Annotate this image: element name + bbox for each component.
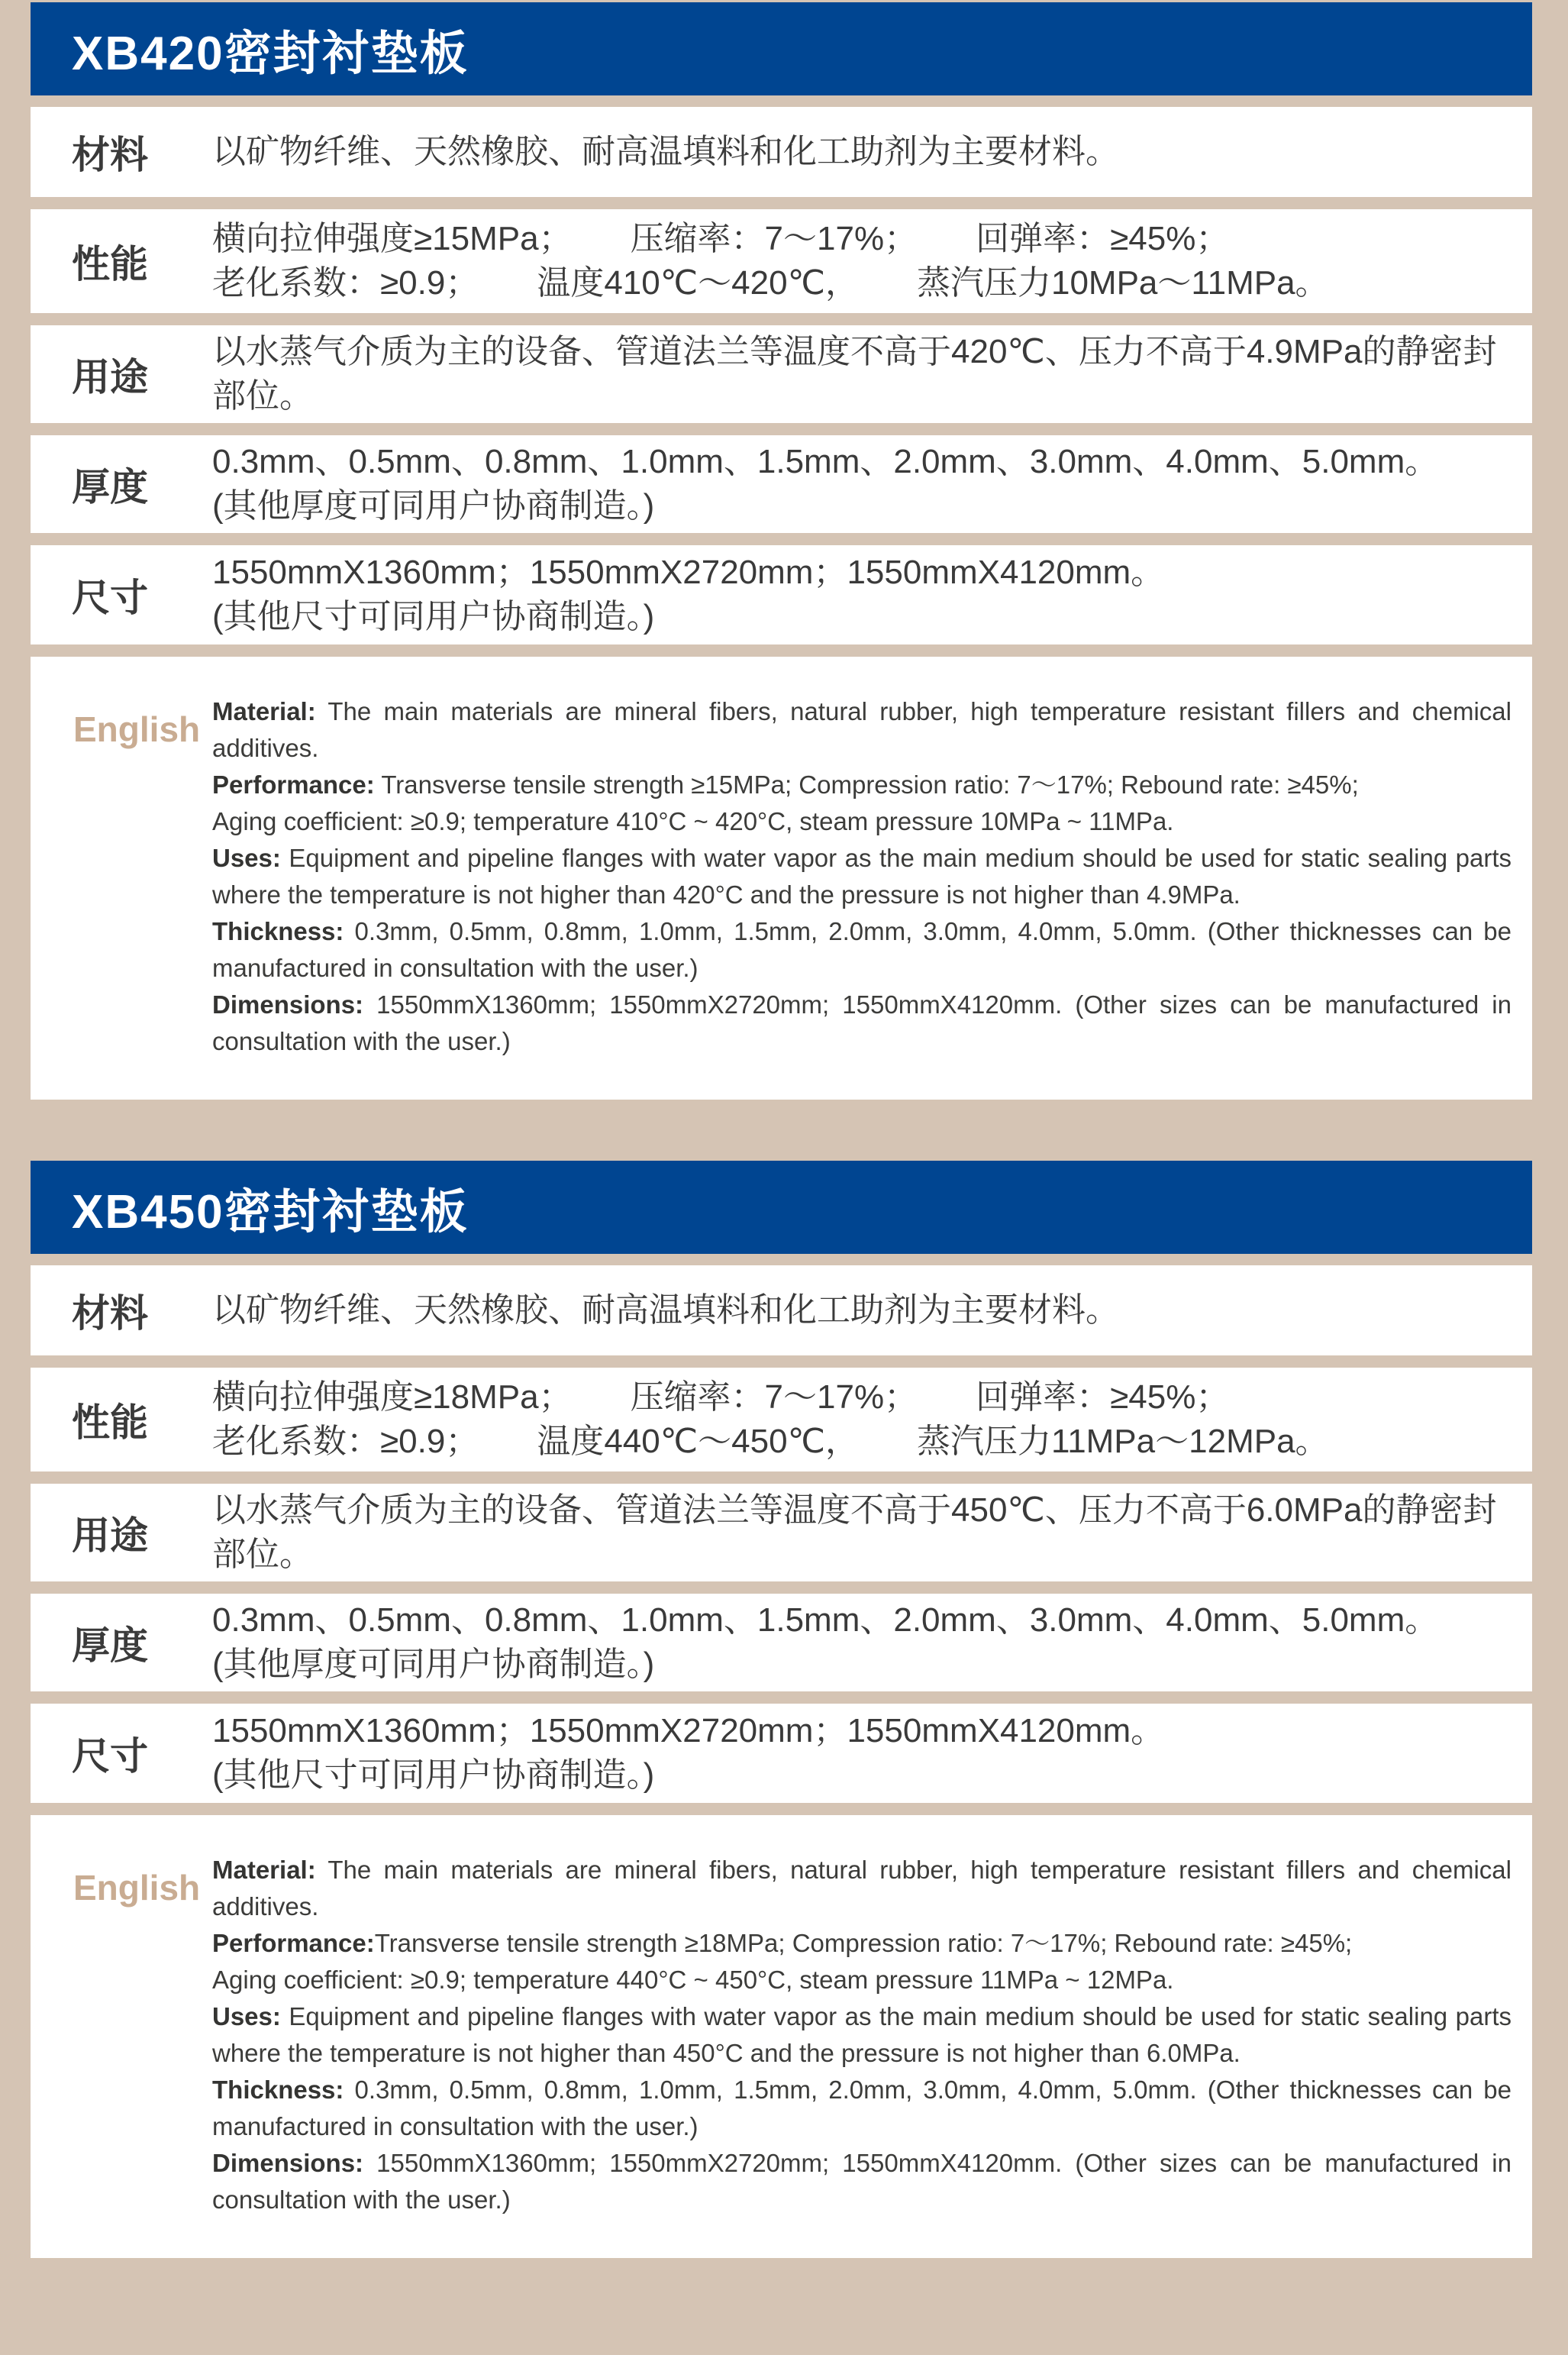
performance-value bbox=[212, 209, 1532, 313]
english-thickness: Thickness: 0.3mm, 0.5mm, 0.8mm, 1.0mm, 1.5mm, 2.0mm, 3.0mm, 4.0mm, 5.0mm. (Other thicknesses can be manufactured in consultation with the user.) bbox=[212, 917, 1512, 982]
perf-steam-pressure: 蒸汽压力10MPa～11MPa。 bbox=[916, 264, 1329, 302]
spec-row-thickness bbox=[31, 1594, 1532, 1691]
perf-aging: 老化系数：≥0.9； bbox=[212, 1423, 479, 1460]
section-title: XB450密封衬垫板 bbox=[72, 1185, 469, 1239]
section-title: XB420密封衬垫板 bbox=[72, 27, 469, 80]
perf-compression: 压缩率：7～17%； bbox=[630, 220, 918, 257]
english-thickness: Thickness: 0.3mm, 0.5mm, 0.8mm, 1.0mm, 1.5mm, 2.0mm, 3.0mm, 4.0mm, 5.0mm. (Other thicknesses can be manufactured in consultation with the user.) bbox=[212, 2076, 1512, 2140]
perf-rebound: 回弹率：≥45%； bbox=[976, 220, 1230, 257]
english-label: English bbox=[73, 709, 201, 749]
spec-row-material bbox=[31, 107, 1532, 197]
material-value bbox=[212, 107, 1532, 197]
dimensions-value bbox=[212, 1704, 1532, 1803]
dimensions-value bbox=[212, 545, 1532, 644]
english-material-term: Material: bbox=[212, 1856, 316, 1884]
thickness-list: 0.3mm、0.5mm、0.8mm、1.0mm、1.5mm、2.0mm、3.0mm、4.0mm、5.0mm。 bbox=[212, 443, 1439, 480]
spec-row-dimensions bbox=[31, 1704, 1532, 1803]
english-label: English bbox=[73, 1868, 201, 1908]
spec-row-thickness bbox=[31, 435, 1532, 533]
row-label-performance: 性能 bbox=[72, 1401, 148, 1444]
row-label-uses: 用途 bbox=[72, 1514, 148, 1557]
english-material: Material: The main materials are mineral fibers, natural rubber, high temperature resistant fillers and chemical additives. bbox=[212, 1856, 1512, 1921]
english-dimensions: Dimensions: 1550mmX1360mm; 1550mmX2720mm; 1550mmX4120mm. (Other sizes can be manufactured in consultation with the user.) bbox=[212, 2149, 1512, 2214]
perf-rebound: 回弹率：≥45%； bbox=[976, 1378, 1230, 1416]
section-divider bbox=[31, 1100, 1532, 1161]
row-label-uses: 用途 bbox=[72, 356, 148, 399]
thickness-value bbox=[212, 435, 1532, 533]
english-performance-line2: Aging coefficient: ≥0.9; temperature 440°C ~ 450°C, steam pressure 11MPa ~ 12MPa. bbox=[212, 1966, 1174, 1994]
section-header bbox=[31, 1161, 1532, 1254]
section-header bbox=[31, 2, 1532, 95]
performance-line-2 bbox=[212, 261, 1509, 305]
english-block bbox=[31, 657, 1532, 1100]
dimensions-list: 1550mmX1360mm；1550mmX2720mm；1550mmX4120mm。 bbox=[212, 1712, 1165, 1749]
performance-line-2 bbox=[212, 1420, 1509, 1464]
row-label-material: 材料 bbox=[72, 1292, 148, 1335]
english-uses: Uses: Equipment and pipeline flanges with water vapor as the main medium should be used for static sealing parts where the temperature is not higher than 420°C and the pressure is not higher than 4.9MPa. bbox=[212, 844, 1512, 909]
spec-row-performance bbox=[31, 209, 1532, 313]
thickness-list: 0.3mm、0.5mm、0.8mm、1.0mm、1.5mm、2.0mm、3.0mm、4.0mm、5.0mm。 bbox=[212, 1601, 1439, 1639]
uses-text: 以水蒸气介质为主的设备、管道法兰等温度不高于450℃、压力不高于6.0MPa的静密封部位。 bbox=[212, 1491, 1497, 1573]
english-material: Material: The main materials are mineral fibers, natural rubber, high temperature resistant fillers and chemical additives. bbox=[212, 697, 1512, 762]
english-dimensions-term: Dimensions: bbox=[212, 2149, 364, 2177]
english-thickness-term: Thickness: bbox=[212, 2076, 344, 2104]
spec-row-material bbox=[31, 1265, 1532, 1355]
english-uses-term: Uses: bbox=[212, 2002, 281, 2030]
material-text: 以矿物纤维、天然橡胶、耐高温填料和化工助剂为主要材料。 bbox=[212, 1291, 1119, 1329]
material-value bbox=[212, 1265, 1532, 1355]
english-dimensions-term: Dimensions: bbox=[212, 990, 364, 1019]
perf-aging: 老化系数：≥0.9； bbox=[212, 264, 479, 302]
perf-temperature: 温度440℃～450℃， bbox=[537, 1423, 859, 1460]
product-section-xb450 bbox=[31, 1161, 1532, 2258]
english-uses: Uses: Equipment and pipeline flanges with water vapor as the main medium should be used for static sealing parts where the temperature is not higher than 450°C and the pressure is not higher than 6.0MPa. bbox=[212, 2002, 1512, 2067]
english-paragraphs bbox=[212, 1852, 1532, 2224]
english-performance: Performance: Transverse tensile strength ≥15MPa; Compression ratio: 7～17%; Rebound rate: ≥45%; Aging coefficient: ≥0.9; temperature 410°C ~ 420°C, steam pressure 10MPa ~ 11MPa. bbox=[212, 767, 1512, 840]
uses-value bbox=[212, 1484, 1532, 1581]
thickness-note: (其他厚度可同用户协商制造。) bbox=[212, 487, 655, 525]
material-text: 以矿物纤维、天然橡胶、耐高温填料和化工助剂为主要材料。 bbox=[212, 133, 1119, 170]
thickness-value bbox=[212, 1594, 1532, 1691]
dimensions-note: (其他尺寸可同用户协商制造。) bbox=[212, 1756, 655, 1794]
perf-temperature: 温度410℃～420℃， bbox=[537, 264, 859, 302]
row-label-thickness: 厚度 bbox=[72, 466, 148, 509]
spec-row-dimensions bbox=[31, 545, 1532, 644]
row-label-thickness: 厚度 bbox=[72, 1624, 148, 1667]
performance-line-1 bbox=[212, 1375, 1509, 1420]
product-section-xb420 bbox=[31, 2, 1532, 1100]
english-material-term: Material: bbox=[212, 697, 316, 725]
english-paragraphs bbox=[212, 693, 1532, 1065]
row-label-performance: 性能 bbox=[72, 243, 148, 286]
row-label-dimensions: 尺寸 bbox=[72, 1735, 148, 1778]
row-label-dimensions: 尺寸 bbox=[72, 577, 148, 619]
dimensions-note: (其他尺寸可同用户协商制造。) bbox=[212, 598, 655, 635]
spec-row-performance bbox=[31, 1368, 1532, 1471]
english-performance-line2: Aging coefficient: ≥0.9; temperature 410°C ~ 420°C, steam pressure 10MPa ~ 11MPa. bbox=[212, 807, 1174, 835]
spec-row-uses bbox=[31, 1484, 1532, 1581]
perf-steam-pressure: 蒸汽压力11MPa～12MPa。 bbox=[916, 1423, 1329, 1460]
thickness-note: (其他厚度可同用户协商制造。) bbox=[212, 1646, 655, 1683]
english-thickness-term: Thickness: bbox=[212, 917, 344, 945]
english-dimensions: Dimensions: 1550mmX1360mm; 1550mmX2720mm; 1550mmX4120mm. (Other sizes can be manufactured in consultation with the user.) bbox=[212, 990, 1512, 1055]
perf-compression: 压缩率：7～17%； bbox=[630, 1378, 918, 1416]
perf-tensile: 横向拉伸强度≥15MPa； bbox=[212, 220, 573, 257]
spec-row-uses bbox=[31, 325, 1532, 423]
performance-line-1 bbox=[212, 217, 1509, 261]
uses-value bbox=[212, 325, 1532, 423]
english-performance-term: Performance: bbox=[212, 1929, 375, 1957]
english-performance: Performance:Transverse tensile strength ≥18MPa; Compression ratio: 7～17%; Rebound rate: ≥45%; Aging coefficient: ≥0.9; temperature 440°C ~ 450°C, steam pressure 11MPa ~ 12MPa. bbox=[212, 1925, 1512, 1998]
english-uses-term: Uses: bbox=[212, 844, 281, 872]
english-performance-term: Performance: bbox=[212, 770, 375, 799]
dimensions-list: 1550mmX1360mm；1550mmX2720mm；1550mmX4120mm。 bbox=[212, 554, 1165, 591]
performance-value bbox=[212, 1368, 1532, 1471]
uses-text: 以水蒸气介质为主的设备、管道法兰等温度不高于420℃、压力不高于4.9MPa的静密封部位。 bbox=[212, 333, 1497, 415]
perf-tensile: 横向拉伸强度≥18MPa； bbox=[212, 1378, 573, 1416]
row-label-material: 材料 bbox=[72, 134, 148, 176]
english-block bbox=[31, 1815, 1532, 2258]
